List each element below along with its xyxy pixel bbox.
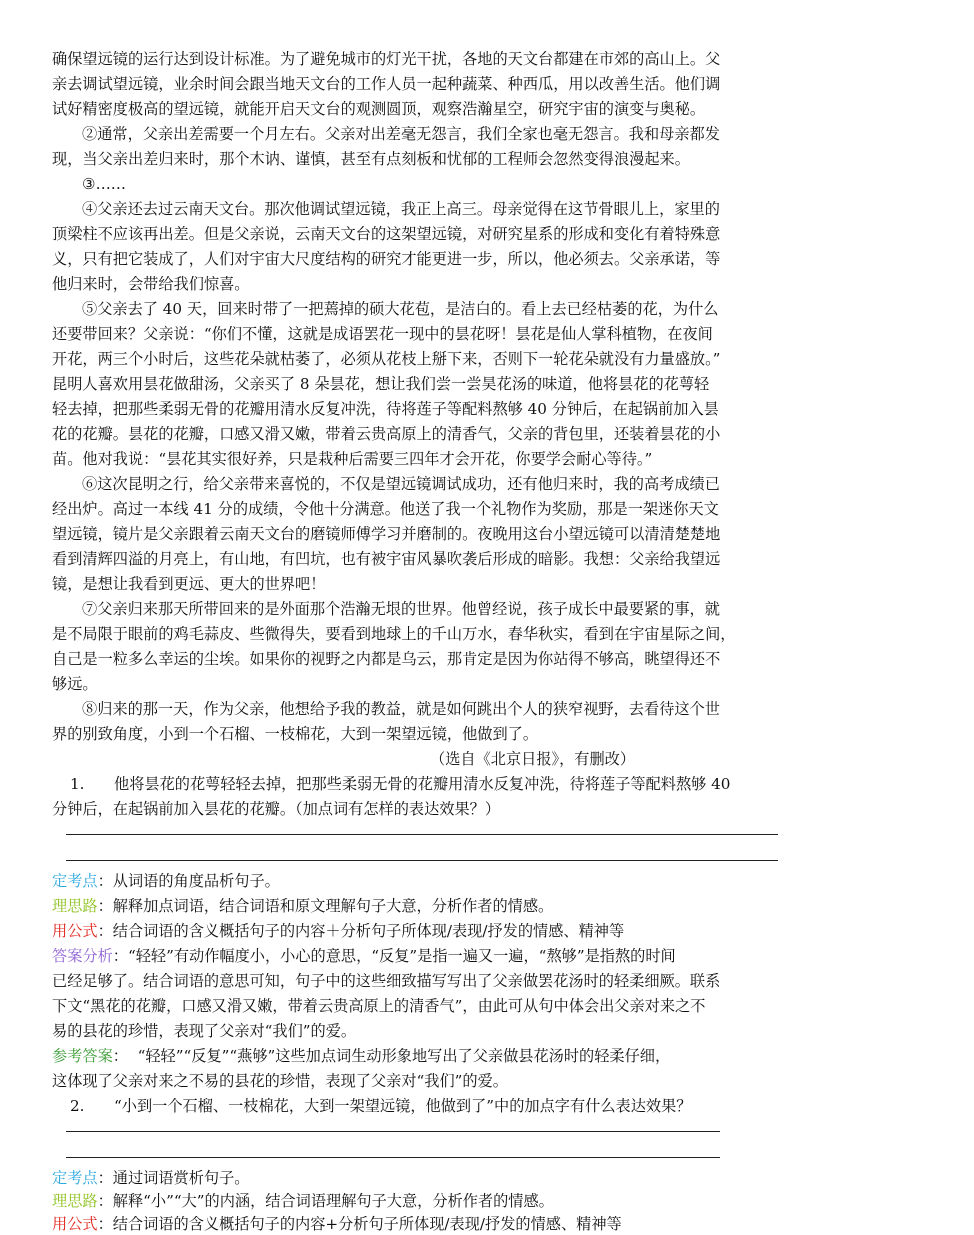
answer-line (66, 834, 778, 835)
question-1-text: 他将昙花的花萼轻轻去掉，把那些柔弱无骨的花瓣用清水反复冲洗，待将莲子等配料熬够 40 (114, 775, 731, 793)
paragraph-5-line: 轻去掉，把那些柔弱无骨的花瓣用清水反复冲洗，待将莲子等配料熬够 40 分钟后，在起锅前加入昙 (52, 400, 719, 418)
yonggongshi-text: ：结合词语的含义概括句子的内容＋分析句子所体现/表现/抒发的情感、精神等 (97, 922, 625, 940)
paragraph-4-line: 他归来时，会带给我们惊喜。 (52, 275, 250, 293)
dingkaodian-label: 定考点 (52, 1169, 98, 1187)
q2-lisilu (52, 1190, 912, 1212)
dingkaodian-text: ：通过词语赏析句子。 (97, 1169, 250, 1187)
paragraph-5-line: 苗。他对我说：“昙花其实很好养，只是栽种后需要三四年才会开花，你要学会耐心等待。” (52, 450, 653, 468)
lisilu-text: ：解释“小”“大”的内涵，结合词语理解句子大意，分析作者的情感。 (97, 1192, 554, 1210)
paragraph-5-line: ⑤父亲去了 40 天，回来时带了一把蔫掉的硕大花苞，是洁白的。看上去已经枯萎的花，为什么 (82, 300, 719, 318)
paragraph-6-line: ⑥这次昆明之行，给父亲带来喜悦的，不仅是望远镜调试成功，还有他归来时，我的高考成绩已 (82, 475, 720, 493)
paragraph-5-line: 开花，两三个小时后，这些花朵就枯萎了，必须从花枝上掰下来，否则下一轮花朵就没有力量盛放。” (52, 350, 721, 368)
reference-answer-label: 参考答案 (52, 1047, 113, 1065)
passage-line: 试好精密度极高的望远镜，就能开启天文台的观测圆顶，观察浩瀚星空，研究宇宙的演变与奥秘。 (52, 100, 706, 118)
reference-answer-text: ： “轻轻”“反复”“燕够”这些加点词生动形象地写出了父亲做县花汤时的轻柔仔细， (112, 1047, 671, 1065)
paragraph-4-line: 义，只有把它装成了，人们对宇宙大尺度结构的研究才能更进一步，所以，他必须去。父亲承诺，等 (52, 250, 721, 268)
lisilu-label: 理思路 (52, 897, 98, 915)
yonggongshi-label: 用公式 (52, 1215, 98, 1233)
answer-line (66, 1131, 720, 1132)
paragraph-5-line: 花的花瓣。昙花的花瓣，口感又滑又嫩，带着云贵高原上的清香气，父亲的背包里，还装着昙花的小 (52, 425, 721, 443)
answer-analysis-label: 答案分析 (52, 947, 113, 965)
q1-lisilu (52, 895, 912, 917)
dingkaodian-label: 定考点 (52, 872, 98, 890)
paragraph-7-line: 是不局限于眼前的鸡毛蒜皮、些微得失，要看到地球上的千山万水，春华秋实，看到在宇宙星际之间， (52, 625, 736, 643)
paragraph-6-line: 看到清辉四溢的月亮上，有山地，有凹坑，也有被宇宙风暴吹袭后形成的暗影。我想：父亲给我望远 (52, 550, 721, 568)
paragraph-7-line: 够远。 (52, 675, 98, 693)
paragraph-8-line: 界的别致角度，小到一个石榴、一枝棉花，大到一架望远镜，他做到了。 (52, 725, 538, 743)
q2-dingkaodian (52, 1167, 912, 1189)
yonggongshi-label: 用公式 (52, 922, 98, 940)
answer-analysis-text: 下文“黑花的花瓣，口感又滑又嫩，带着云贵高原上的清香气”，由此可从句中体会出父亲对来之不 (52, 997, 706, 1015)
paragraph-3-line: ③…… (82, 175, 126, 193)
yonggongshi-text: ：结合词语的含义概括句子的内容+分析句子所体现/表现/抒发的情感、精神等 (97, 1215, 622, 1233)
paragraph-7-line: 自己是一粒多么幸运的尘埃。如果你的视野之内都是乌云，那肯定是因为你站得不够高，眺望得还不 (52, 650, 721, 668)
paragraph-5-line: 昆明人喜欢用昙花做甜汤，父亲买了 8 朵昙花，想让我们尝一尝昊花汤的味道，他将昙花的花萼轻 (52, 375, 710, 393)
question-2-text: “小到一个石榴、一枝棉花，大到一架望远镜，他做到了”中的加点字有什么表达效果？ (114, 1097, 692, 1115)
dingkaodian-text: ：从词语的角度品析句子。 (97, 872, 280, 890)
paragraph-2-line: ②通常，父亲出差需要一个月左右。父亲对出差毫无怨言，我们全家也毫无怨言。我和母亲都发 (82, 125, 720, 143)
paragraph-8-line: ⑧归来的那一天，作为父亲，他想给予我的教益，就是如何跳出个人的狭窄视野，去看待这个世 (82, 700, 720, 718)
reference-answer-text: 这体现了父亲对来之不易的县花的珍惜，表现了父亲对“我们”的爱。 (52, 1072, 508, 1090)
paragraph-5-line: 还要带回来？父亲说：“你们不懂，这就是成语罢花一现中的昙花呀！昙花是仙人掌科植物，在夜间 (52, 325, 713, 343)
paragraph-6-line: 望远镜，镜片是父亲跟着云南天文台的磨镜师傅学习并磨制的。夜晚用这台小望远镜可以清清楚楚地 (52, 525, 721, 543)
answer-analysis-text: 已经足够了。结合词语的意思可知，句子中的这些细致描写写出了父亲做罢花汤时的轻柔细厥。联系 (52, 972, 721, 990)
paragraph-2-line: 现，当父亲出差归来时，那个木讷、谨慎，甚至有点刻板和忧郁的工程师会忽然变得浪漫起来。 (52, 150, 690, 168)
paragraph-4-line: 顶梁柱不应该再出差。但是父亲说，云南天文台的这架望远镜，对研究星系的形成和变化有着特殊意 (52, 225, 721, 243)
passage-line: 亲去调试望远镜，业余时间会跟当地天文台的工作人员一起种蔬菜、种西瓜，用以改善生活。他们调 (52, 75, 721, 93)
answer-analysis-text: ：“轻轻”有动作幅度小，小心的意思，“反复”是指一遍又一遍，“熬够”是指熬的时间 (112, 947, 676, 965)
q1-yonggongshi (52, 920, 912, 942)
lisilu-label: 理思路 (52, 1192, 98, 1210)
passage-line: 确保望远镜的运行达到设计标准。为了避免城市的灯光干扰，各地的天文台都建在市郊的高山上。父 (52, 50, 721, 68)
paragraph-7-line: ⑦父亲归来那天所带回来的是外面那个浩瀚无垠的世界。他曾经说，孩子成长中最要紧的事，就 (82, 600, 720, 618)
answer-line (66, 1157, 720, 1158)
lisilu-text: ：解释加点词语，结合词语和原文理解句子大意，分析作者的情感。 (97, 897, 554, 915)
q2-yonggongshi (52, 1213, 912, 1233)
source-citation: （选自《北京日报》，有删改） (430, 750, 636, 768)
paragraph-6-line: 经出炉。高过一本线 41 分的成绩，令他十分满意。他送了我一个礼物作为奖励，那是一架迷你天文 (52, 500, 719, 518)
q1-dingkaodian (52, 870, 912, 892)
paragraph-6-line: 镜，是想让我看到更远、更大的世界吧！ (52, 575, 326, 593)
question-1-number: 1. (70, 775, 85, 793)
answer-line (66, 860, 778, 861)
q1-answer-analysis (52, 945, 912, 967)
q1-reference-answer (52, 1045, 912, 1067)
answer-analysis-text: 易的县花的珍惜，表现了父亲对“我们”的爱。 (52, 1022, 357, 1040)
question-2-number: 2. (70, 1097, 85, 1115)
paragraph-4-line: ④父亲还去过云南天文台。那次他调试望远镜，我正上高三。母亲觉得在这节骨眼儿上，家里的 (82, 200, 720, 218)
question-1-text: 分钟后，在起锅前加入昙花的花瓣。（加点词有怎样的表达效果？） (52, 800, 501, 818)
